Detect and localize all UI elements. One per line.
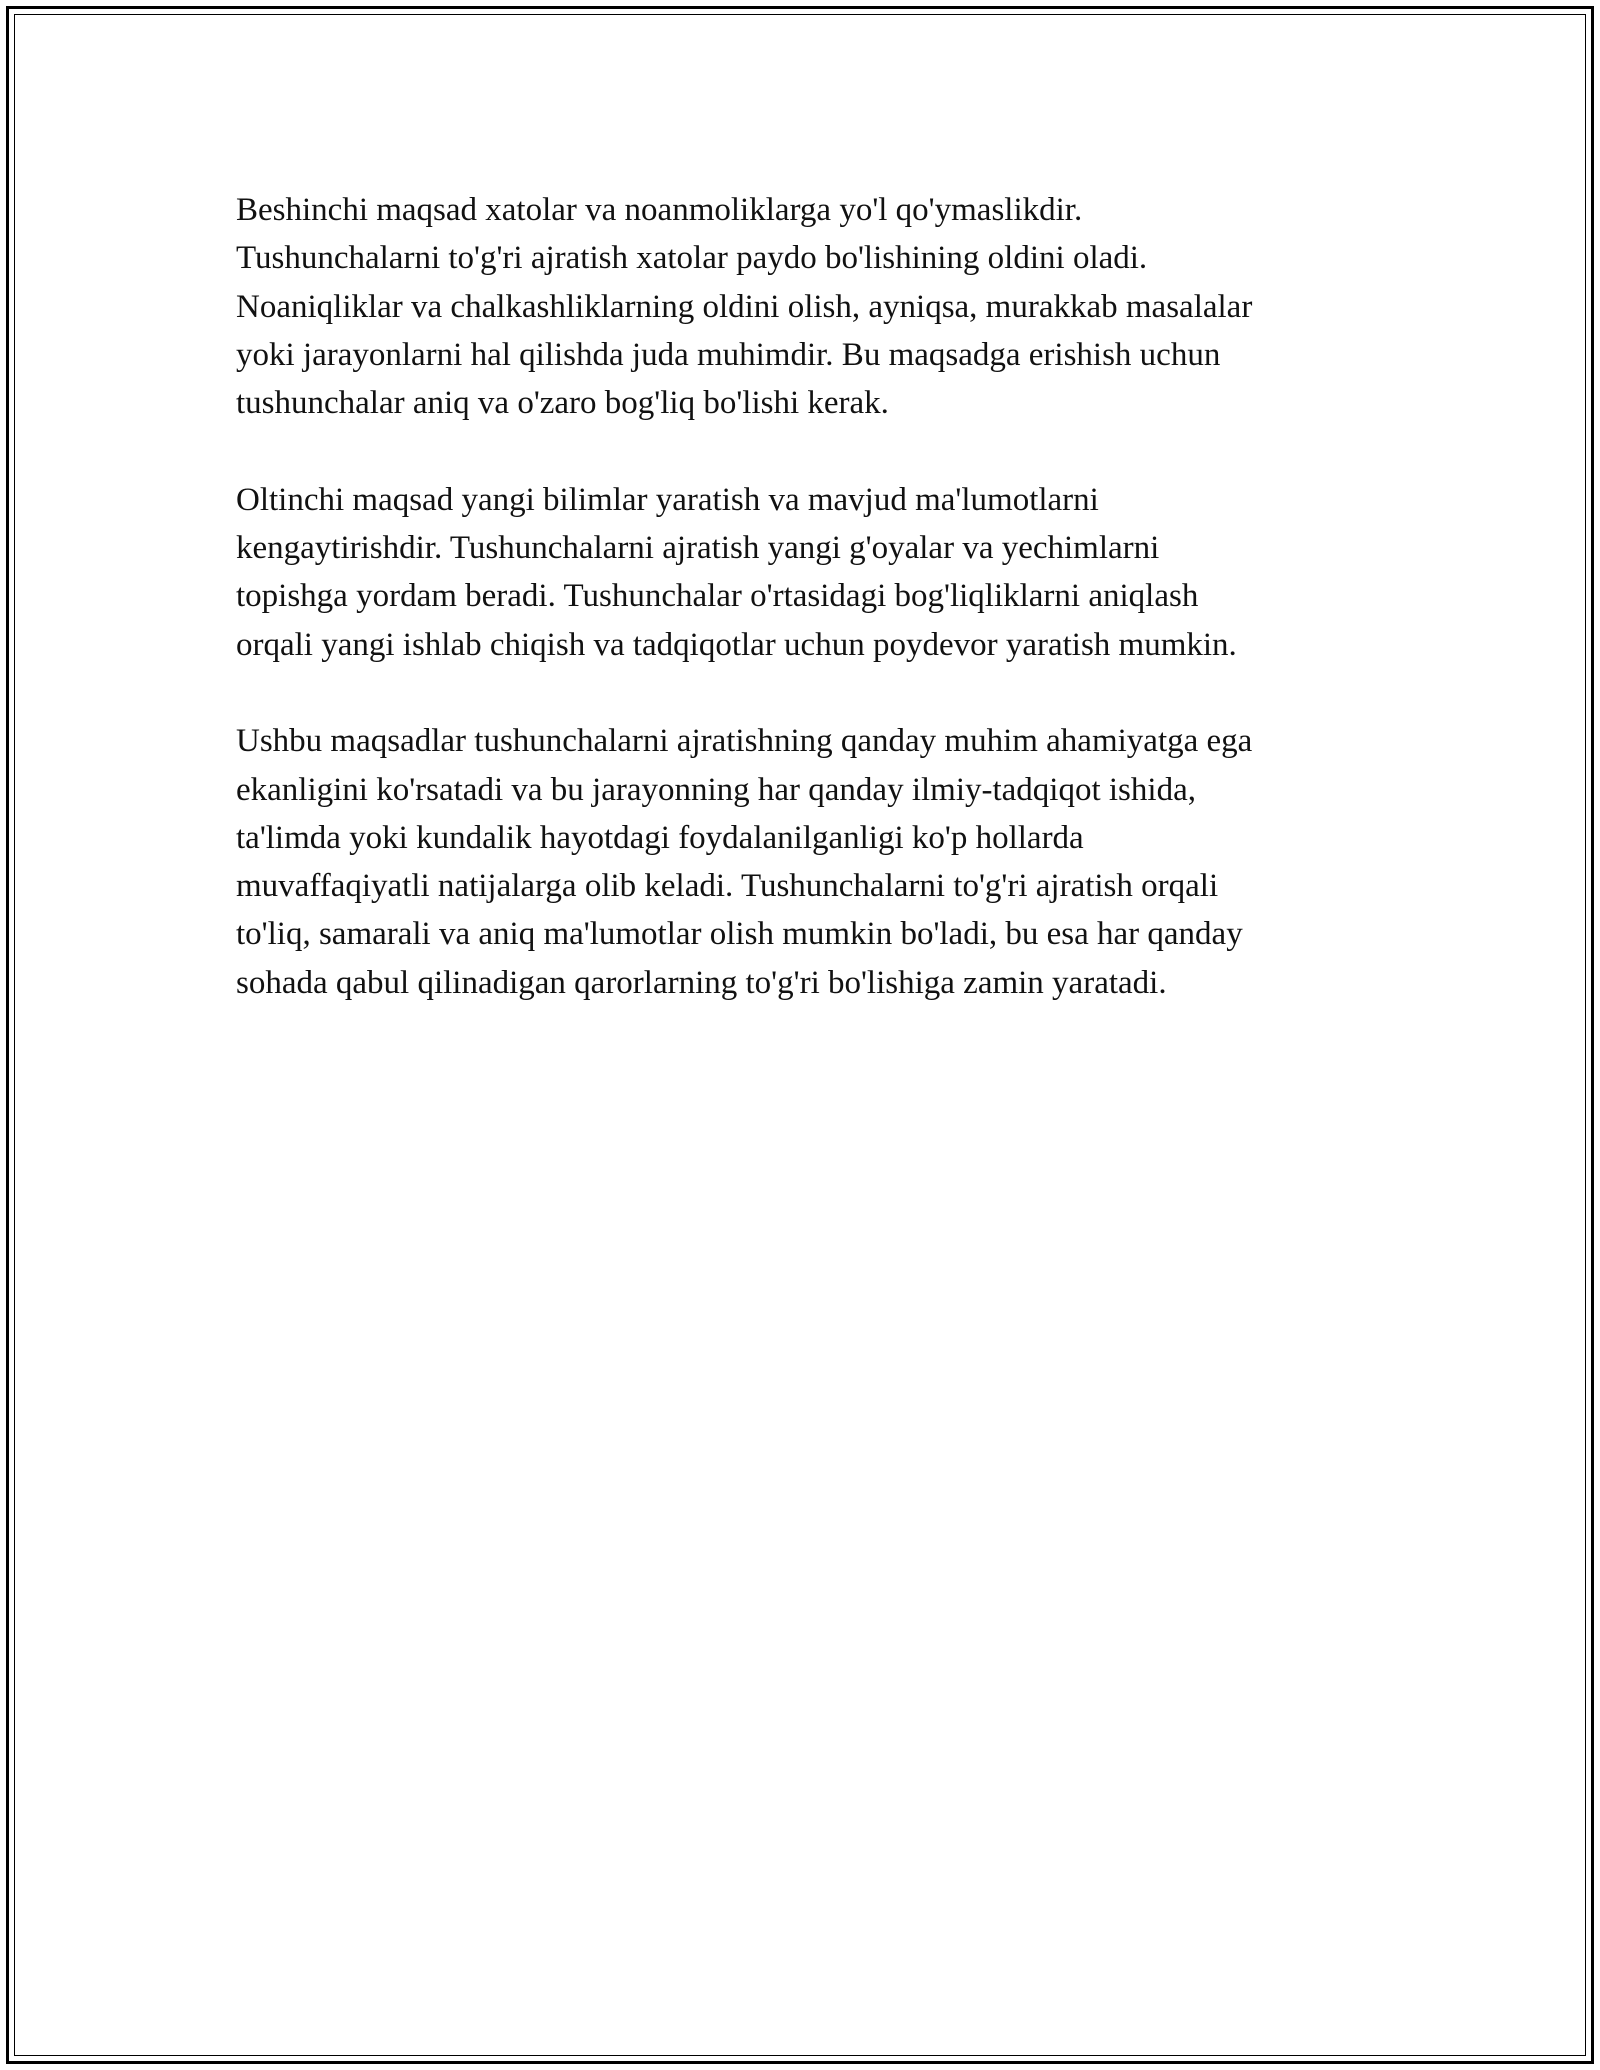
text-line: kengaytirishdir. Tushunchalarni ajratish yangi g'oyalar va yechimlarni bbox=[236, 530, 1160, 567]
text-line: Oltinchi maqsad yangi bilimlar yaratish va mavjud ma'lumotlarni bbox=[236, 481, 1099, 518]
text-line: tushunchalar aniq va o'zaro bog'liq bo'lishi kerak. bbox=[236, 385, 889, 422]
text-line: ekanligini ko'rsatadi va bu jarayonning har qanday ilmiy-tadqiqot ishida, bbox=[236, 771, 1196, 808]
text-line: Ushbu maqsadlar tushunchalarni ajratishning qanday muhim ahamiyatga ega bbox=[236, 723, 1253, 760]
text-line: topishga yordam beradi. Tushunchalar o'rtasidagi bog'liqliklarni aniqlash bbox=[236, 578, 1199, 615]
text-line: ta'limda yoki kundalik hayotdagi foydalanilganligi ko'p hollarda bbox=[236, 819, 1084, 856]
text-line: to'liq, samarali va aniq ma'lumotlar olish mumkin bo'ladi, bu esa har qanday bbox=[236, 916, 1243, 953]
text-line: orqali yangi ishlab chiqish va tadqiqotlar uchun poydevor yaratish mumkin. bbox=[236, 626, 1237, 663]
text-line: sohada qabul qilinadigan qarorlarning to'g'ri bo'lishiga zamin yaratadi. bbox=[236, 964, 1167, 1001]
text-line: muvaffaqiyatli natijalarga olib keladi. Tushunchalarni to'g'ri ajratish orqali bbox=[236, 868, 1219, 905]
text-line: Beshinchi maqsad xatolar va noanmoliklarga yo'l qo'ymaslikdir. bbox=[236, 192, 1083, 228]
text-line: Tushunchalarni to'g'ri ajratish xatolar paydo bo'lishining oldini oladi. bbox=[236, 240, 1148, 277]
text-line: Noaniqliklar va chalkashliklarning oldini olish, ayniqsa, murakkab masalalar bbox=[236, 288, 1253, 325]
paragraph-3 bbox=[236, 717, 1406, 1007]
paragraph-1 bbox=[236, 186, 1406, 427]
document-body bbox=[236, 186, 1406, 1055]
text-line: yoki jarayonlarni hal qilishda juda muhimdir. Bu maqsadga erishish uchun bbox=[236, 336, 1221, 373]
paragraph-2 bbox=[236, 476, 1406, 669]
